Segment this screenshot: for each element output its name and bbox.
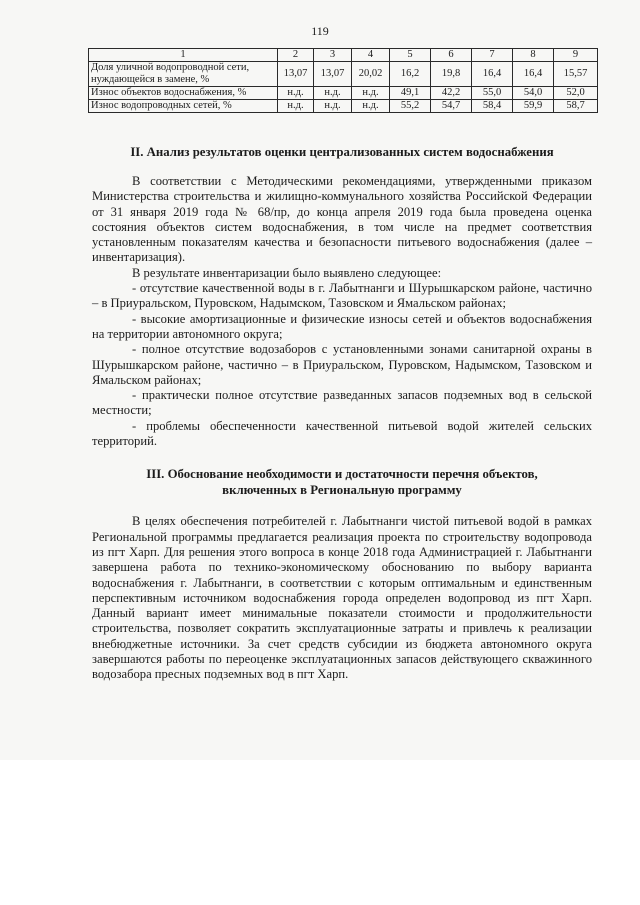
table-header-cell: 8	[513, 49, 554, 62]
list-item: - высокие амортизационные и физические износы сетей и объектов водоснабжения на территории автономного округа;	[92, 311, 592, 341]
table-cell: 55,0	[472, 87, 513, 100]
table-cell: 49,1	[390, 87, 431, 100]
section-heading: II. Анализ результатов оценки централизованных систем водоснабжения	[130, 145, 554, 159]
table-cell: н.д.	[278, 87, 314, 100]
indicators-table	[88, 48, 598, 113]
table-row	[89, 100, 598, 113]
row-label: Доля уличной водопроводной сети, нуждающейся в замене, %	[89, 62, 278, 87]
table-cell: н.д.	[278, 100, 314, 113]
table-cell: 16,2	[390, 62, 431, 87]
table-cell: 16,4	[472, 62, 513, 87]
table-cell: н.д.	[352, 87, 390, 100]
section-heading	[92, 466, 592, 498]
table-header-cell: 4	[352, 49, 390, 62]
table-cell: 13,07	[314, 62, 352, 87]
table-cell: н.д.	[314, 100, 352, 113]
table-header-cell: 1	[89, 49, 278, 62]
body-paragraph: В результате инвентаризации было выявлено следующее:	[132, 265, 442, 280]
table-row	[89, 62, 598, 87]
list-item: - проблемы обеспеченности качественной питьевой водой жителей сельских территорий.	[92, 418, 592, 449]
table-cell: 20,02	[352, 62, 390, 87]
body-paragraph: В соответствии с Методическими рекомендациями, утвержденными приказом Министерства строительства и жилищно-коммунального хозяйства Российской Федерации от 31 января 2019 года № 68/пр, до конца апреля 2019 года была проведена оценка состояния объектов систем водоснабжения, в том числе на предмет соответствия установленным показателям качества и безопасности питьевого водоснабжения (далее – инвентаризация).	[92, 174, 592, 265]
document-body	[92, 144, 592, 683]
table-row	[89, 87, 598, 100]
table-cell: 42,2	[431, 87, 472, 100]
table-cell: 13,07	[278, 62, 314, 87]
table-cell: 16,4	[513, 62, 554, 87]
list-item: - отсутствие качественной воды в г. Лабытнанги и Шурышкарском районе, частично – в Приуральском, Пуровском, Надымском, Тазовском и Ямальском районах;	[92, 281, 592, 311]
table-cell: 19,8	[431, 62, 472, 87]
table-header-row	[89, 49, 598, 62]
row-label: Износ водопроводных сетей, %	[89, 100, 278, 113]
row-label: Износ объектов водоснабжения, %	[89, 87, 278, 100]
table-cell: 52,0	[554, 87, 598, 100]
body-paragraph: В целях обеспечения потребителей г. Лабытнанги чистой питьевой водой в рамках Региональной программы предлагается реализация проекта по строительству водопровода из пгт Харп. Для решения этого вопроса в конце 2018 года Администрацией г. Лабытнанги завершена работа по технико-экономическому обоснованию по выбору варианта водоснабжения г. Лабытнанги, в соответствии с которым оптимальным и единственным перспективным источником водоснабжения города определен водопровод из пгт Харп. Данный вариант имеет минимальные показатели стоимости и продолжительности строительства, позволяет сократить эксплуатационные затраты и привлечь к реализации внебюджетные источники. За счет средств субсидии из бюджета автономного округа завершаются работы по переоценке эксплуатационных запасов действующего скважинного водозабора пресных подземных вод в пгт Харп.	[92, 514, 592, 682]
section-heading-line: III. Обоснование необходимости и достаточности перечня объектов,	[146, 467, 538, 482]
table-header-cell: 3	[314, 49, 352, 62]
section-heading-line: включенных в Региональную программу	[222, 483, 462, 498]
table-cell: н.д.	[352, 100, 390, 113]
table-cell: 55,2	[390, 100, 431, 113]
page-number: 119	[311, 24, 329, 38]
table-header-cell: 6	[431, 49, 472, 62]
table-cell: 54,7	[431, 100, 472, 113]
table-cell: н.д.	[314, 87, 352, 100]
table-cell: 58,4	[472, 100, 513, 113]
list-item: - полное отсутствие водозаборов с установленными зонами санитарной охраны в Шурышкарском районе, частично – в Приуральском, Пуровском, Надымском, Тазовском и Ямальском районах;	[92, 342, 592, 387]
table-header-cell: 5	[390, 49, 431, 62]
table-header-cell: 2	[278, 49, 314, 62]
table-cell: 54,0	[513, 87, 554, 100]
table-header-cell: 9	[554, 49, 598, 62]
table-cell: 59,9	[513, 100, 554, 113]
list-item: - практически полное отсутствие разведанных запасов подземных вод в сельской местности;	[92, 388, 592, 418]
table-header-cell: 7	[472, 49, 513, 62]
table-cell: 58,7	[554, 100, 598, 113]
table-cell: 15,57	[554, 62, 598, 87]
